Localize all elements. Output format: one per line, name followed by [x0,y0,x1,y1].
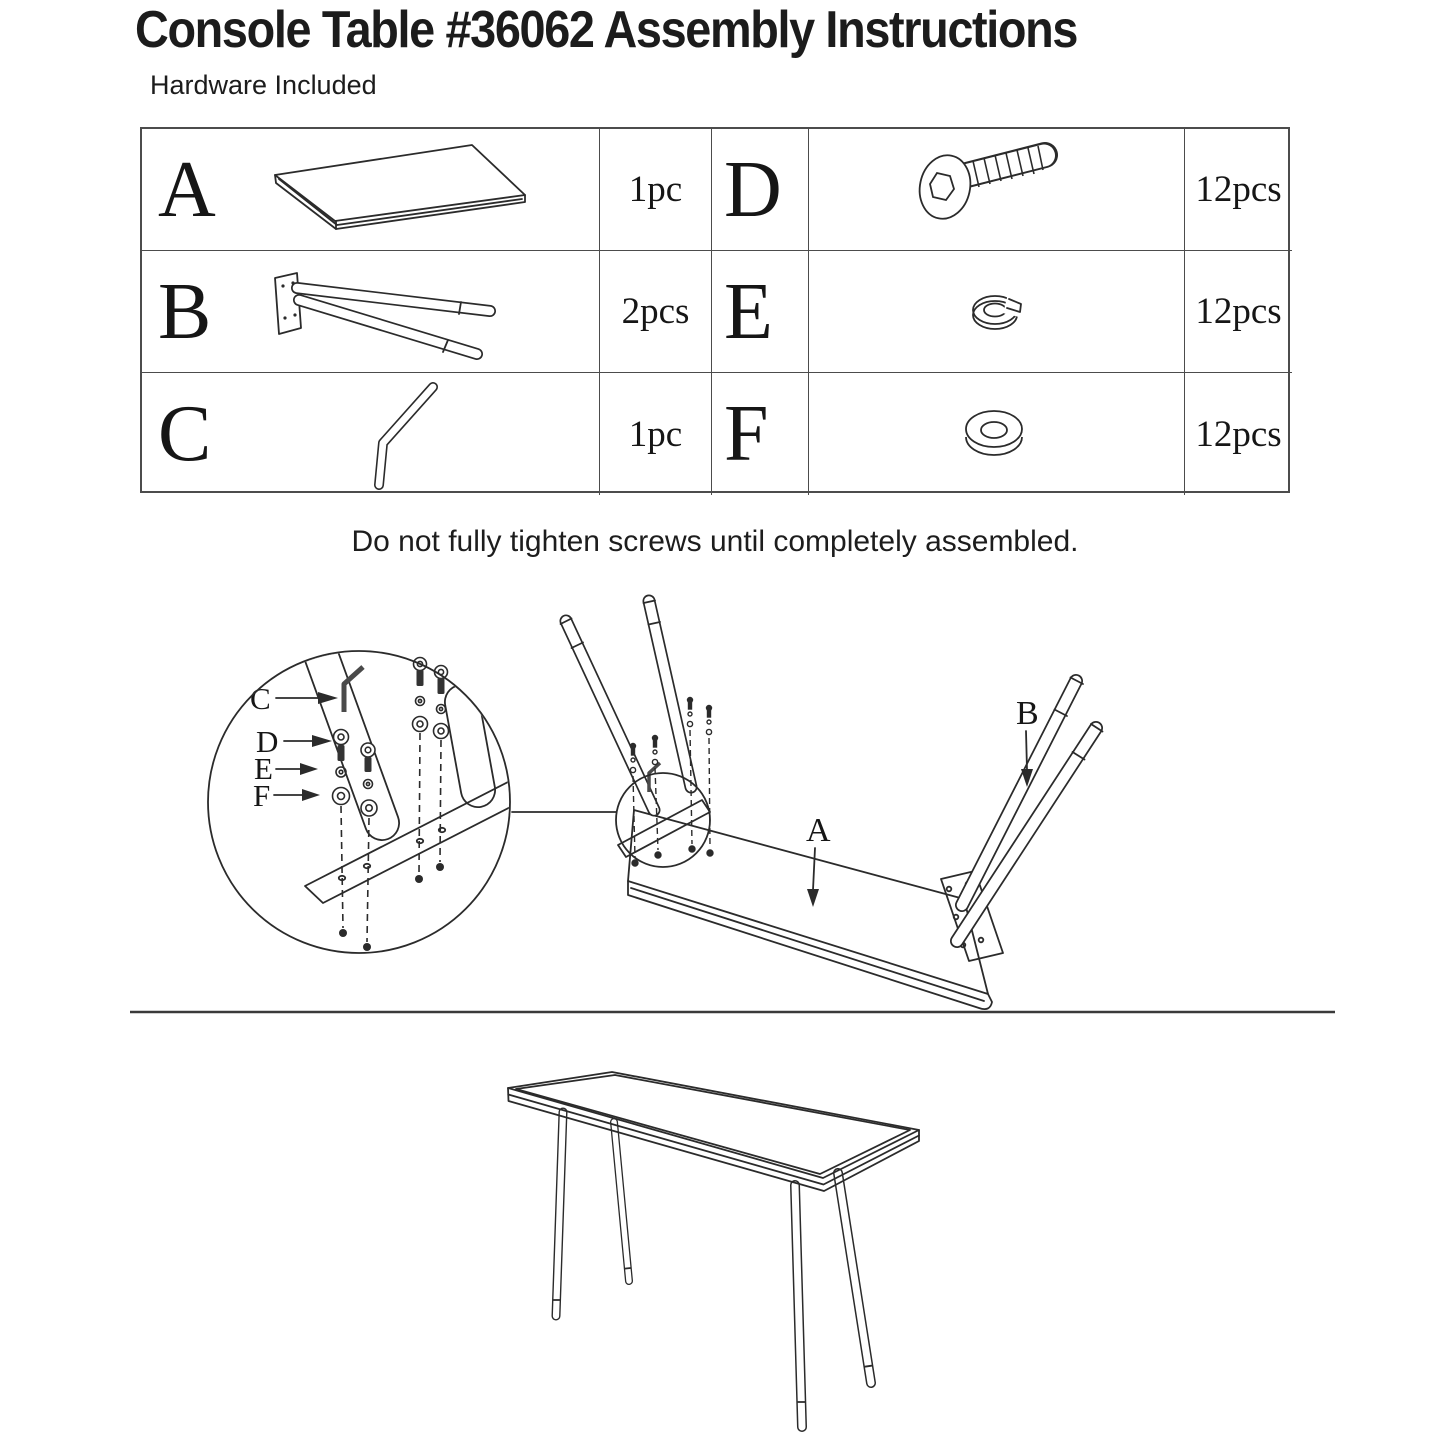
label-e: E [254,751,273,786]
exploded-assembly-diagram [0,560,1432,1030]
part-letter: D [724,145,782,234]
hex-socket-screw-icon [809,129,1185,251]
leg-assembly-icon [211,256,599,368]
table-row [712,373,809,495]
part-qty: 1pc [600,129,712,251]
flat-washer-icon [809,373,1185,495]
caution-note: Do not fully tighten screws until completely assembled. [351,525,1079,558]
table-row [142,129,600,251]
assembled-table-figure [440,1055,1000,1432]
table-top-icon [216,137,599,242]
label-d: D [256,724,279,759]
allen-wrench-icon [211,375,599,493]
assembled-table-top [508,1072,919,1191]
label-b: B [1016,695,1039,732]
label-a: A [806,812,831,849]
lock-washer-icon [809,251,1185,373]
part-qty: 12pcs [1185,129,1292,251]
part-qty: 2pcs [600,251,712,373]
hardware-included-heading: Hardware Included [150,70,377,100]
left-legs [561,601,692,811]
part-qty: 1pc [600,373,712,495]
part-qty: 12pcs [1185,251,1292,373]
detail-circle-view [208,651,530,953]
part-qty: 12pcs [1195,413,1282,455]
table-row [712,129,809,251]
part-letter: A [158,145,216,234]
page-title: Console Table #36062 Assembly Instructions [135,1,1078,59]
table-row [142,373,600,495]
part-letter: B [158,267,212,356]
label-f: F [253,778,271,813]
label-c: C [250,681,271,716]
screw-stack-3 [413,658,428,884]
table-row [142,251,600,373]
parts-table [140,127,1290,493]
table-row [712,251,809,373]
part-letter: E [724,267,773,356]
part-letter: F [724,390,769,478]
part-letter: C [158,390,212,478]
